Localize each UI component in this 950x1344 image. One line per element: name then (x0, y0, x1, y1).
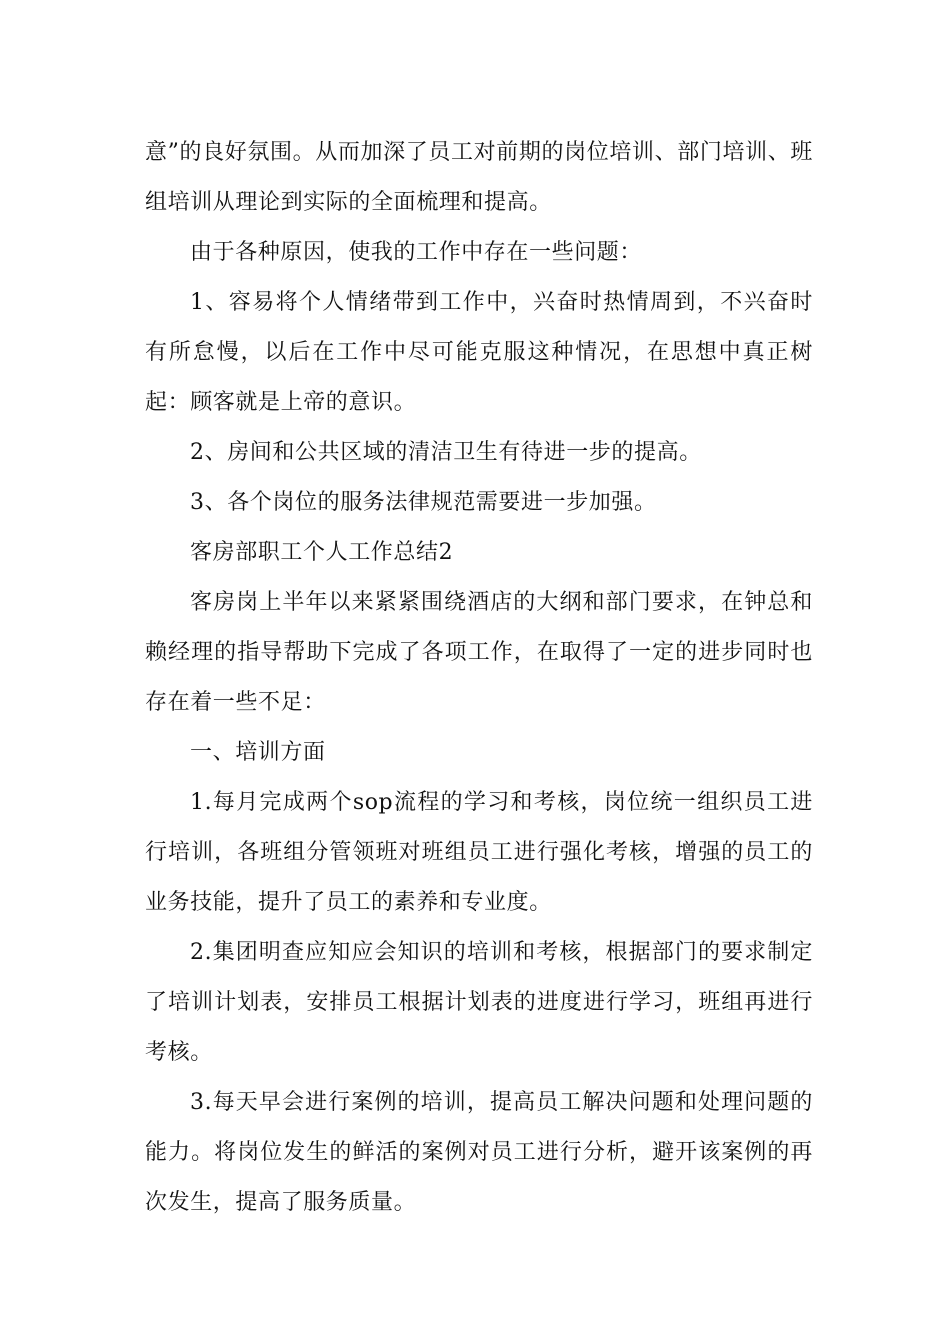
paragraph-problems-intro: 由于各种原因，使我的工作中存在一些问题： (190, 240, 643, 265)
paragraph-continued-atmosphere: 意”的良好氛围。从而加深了员工对前期的岗位培训、部门培训、班组培训从理论到实际的全面梳理和提高。 (145, 140, 813, 215)
section-title-summary-2: 客房部职工个人工作总结2 (190, 540, 454, 565)
paragraph-training-2: 2.集团明查应知应会知识的培训和考核，根据部门的要求制定了培训计划表，安排员工根据计划表的进度进行学习，班组再进行考核。 (145, 940, 813, 1065)
heading-training: 一、培训方面 (190, 740, 326, 765)
paragraph-summary-intro: 客房岗上半年以来紧紧围绕酒店的大纲和部门要求，在钟总和赖经理的指导帮助下完成了各项工作，在取得了一定的进步同时也存在着一些不足： (145, 590, 813, 715)
paragraph-problem-1: 1、容易将个人情绪带到工作中，兴奋时热情周到，不兴奋时有所怠慢，以后在工作中尽可能克服这种情况，在思想中真正树起：顾客就是上帝的意识。 (145, 290, 813, 415)
paragraph-problem-2: 2、房间和公共区域的清洁卫生有待进一步的提高。 (190, 440, 702, 465)
paragraph-problem-3: 3、各个岗位的服务法律规范需要进一步加强。 (190, 490, 657, 515)
paragraph-training-3: 3.每天早会进行案例的培训，提高员工解决问题和处理问题的能力。将岗位发生的鲜活的案例对员工进行分析，避开该案例的再次发生，提高了服务质量。 (145, 1090, 813, 1215)
document-body (145, 128, 813, 1228)
paragraph-training-1: 1.每月完成两个sop流程的学习和考核，岗位统一组织员工进行培训，各班组分管领班对班组员工进行强化考核，增强的员工的业务技能，提升了员工的素养和专业度。 (145, 790, 813, 915)
